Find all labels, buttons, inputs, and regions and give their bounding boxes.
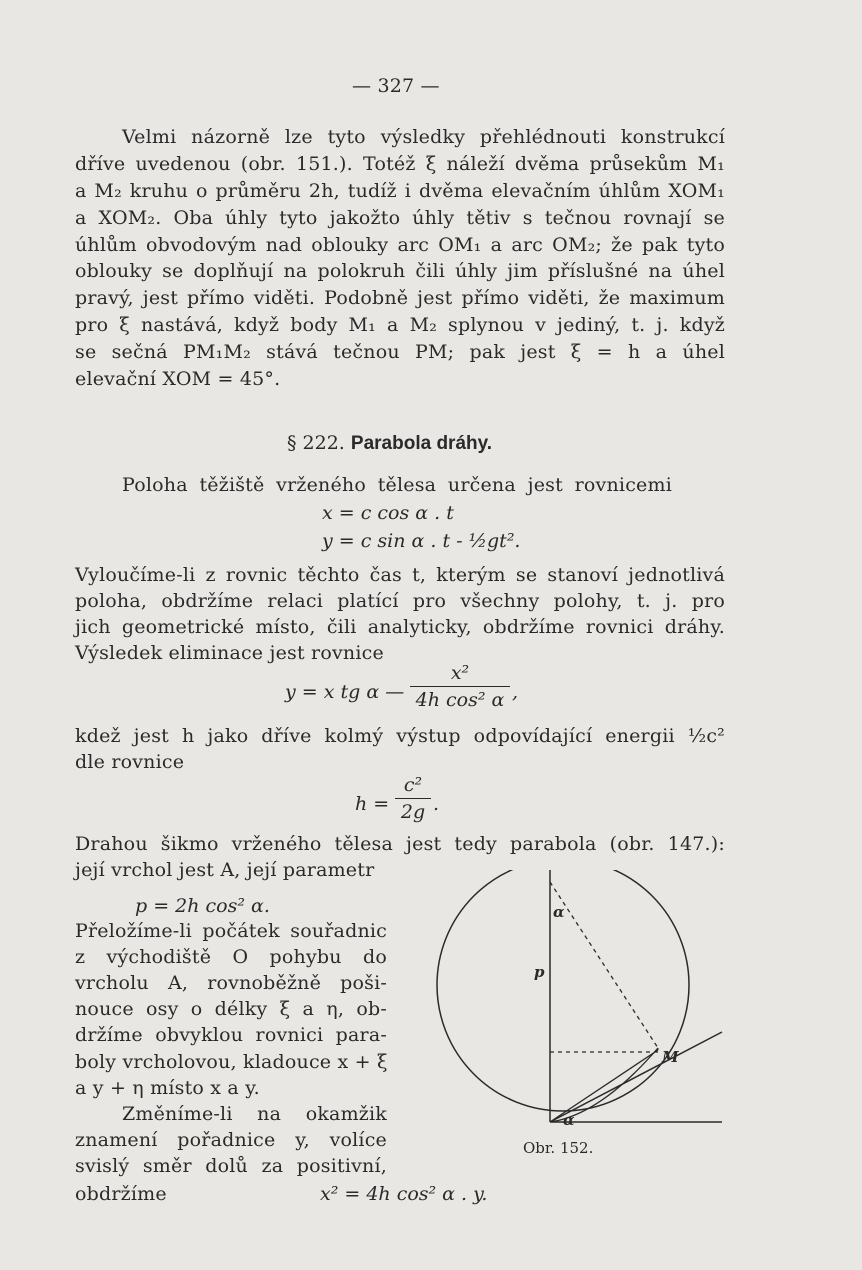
equation-h-fraction bbox=[395, 774, 431, 823]
page-number: — 327 — bbox=[352, 75, 440, 97]
fraction-denominator: 4h cos² α bbox=[415, 689, 505, 711]
equation-y: y = c sin α . t - ½gt². bbox=[322, 530, 521, 552]
text-line: a M₂ kruhu o průměru 2h, tudíž i dvěma elevačním úhlům XOM₁ bbox=[75, 180, 725, 202]
equation-trajectory-fraction bbox=[410, 662, 510, 711]
fraction-numerator: x² bbox=[450, 662, 470, 684]
equation-period: . bbox=[433, 793, 440, 815]
text-line: Poloha těžiště vrženého tělesa určena jest rovnicemi bbox=[122, 474, 672, 496]
text-line: Přeložíme-li počátek souřadnic bbox=[75, 920, 387, 942]
figure-152 bbox=[400, 870, 730, 1145]
text-line: se sečná PM₁M₂ stává tečnou PM; pak jest ξ = h a úhel bbox=[75, 341, 725, 363]
fraction-bar bbox=[410, 686, 510, 687]
text-line: obdržíme bbox=[75, 1183, 167, 1205]
text-line: úhlům obvodovým nad oblouky arc OM₁ a arc OM₂; že pak tyto bbox=[75, 234, 725, 256]
section-heading bbox=[287, 432, 492, 455]
tangent-line bbox=[550, 1032, 722, 1122]
text-line: oblouky se doplňují na polokruh čili úhly jim příslušné na úhel bbox=[75, 260, 725, 282]
text-line: Vyloučíme-li z rovnic těchto čas t, kterým se stanoví jednotlivá bbox=[75, 564, 725, 586]
text-line: Výsledek eliminace jest rovnice bbox=[75, 642, 384, 664]
equation-parameter: p = 2h cos² α. bbox=[135, 895, 270, 917]
figure-caption: Obr. 152. bbox=[523, 1139, 594, 1157]
equation-h-left: h = bbox=[355, 793, 390, 815]
equation-final: x² = 4h cos² α . y. bbox=[320, 1183, 488, 1205]
text-line: Velmi názorně lze tyto výsledky přehlédnouti konstrukcí bbox=[122, 126, 725, 148]
text-line: dříve uvedenou (obr. 151.). Totéž ξ náleží dvěma průsekům M₁ bbox=[75, 153, 725, 175]
text-line: a XOM₂. Oba úhly tyto jakožto úhly tětiv s tečnou rovnají se bbox=[75, 207, 725, 229]
equation-trajectory-left: y = x tg α — bbox=[285, 681, 405, 703]
text-line: elevační XOM = 45°. bbox=[75, 368, 281, 390]
fraction-numerator: c² bbox=[403, 774, 423, 796]
dashed-diagonal bbox=[550, 882, 658, 1048]
text-line: nouce osy o délky ξ a η, ob- bbox=[75, 998, 387, 1020]
text-line: pravý, jest přímo viděti. Podobně jest přímo viděti, že maximum bbox=[75, 287, 725, 309]
equation-comma: , bbox=[512, 681, 519, 703]
text-line: držíme obvyklou rovnici para- bbox=[75, 1024, 387, 1046]
equation-x: x = c cos α . t bbox=[322, 502, 454, 524]
text-line: jich geometrické místo, čili analyticky, obdržíme rovnici dráhy. bbox=[75, 616, 725, 638]
text-line: dle rovnice bbox=[75, 751, 185, 773]
text-line: z východiště O pohybu do bbox=[75, 946, 387, 968]
text-line: svislý směr dolů za positivní, bbox=[75, 1155, 387, 1177]
text-line: a y + η místo x a y. bbox=[75, 1077, 260, 1099]
fraction-denominator: 2g bbox=[400, 801, 426, 823]
label-M: M bbox=[662, 1048, 679, 1066]
section-number: § 222. bbox=[287, 432, 345, 454]
label-alpha-top: α bbox=[553, 903, 565, 921]
label-p: p bbox=[534, 963, 545, 981]
section-title: Parabola dráhy. bbox=[350, 433, 493, 454]
label-alpha-bottom: α bbox=[563, 1111, 575, 1129]
text-line: Změníme-li na okamžik bbox=[122, 1103, 387, 1125]
text-line: pro ξ nastává, když body M₁ a M₂ splynou v jediný, t. j. když bbox=[75, 314, 725, 336]
text-line: znamení pořadnice y, volíce bbox=[75, 1129, 387, 1151]
text-line: boly vrcholovou, kladouce x + ξ bbox=[75, 1051, 388, 1073]
text-line: Drahou šikmo vrženého tělesa jest tedy parabola (obr. 147.): bbox=[75, 833, 725, 855]
text-line: poloha, obdržíme relaci platící pro všechny polohy, t. j. pro bbox=[75, 590, 725, 612]
fraction-bar bbox=[395, 798, 431, 799]
text-line: kdež jest h jako dříve kolmý výstup odpovídající energii ½c² bbox=[75, 725, 725, 747]
text-line: její vrchol jest A, její parametr bbox=[75, 859, 375, 881]
text-line: vrcholu A, rovnoběžně poši- bbox=[75, 972, 387, 994]
